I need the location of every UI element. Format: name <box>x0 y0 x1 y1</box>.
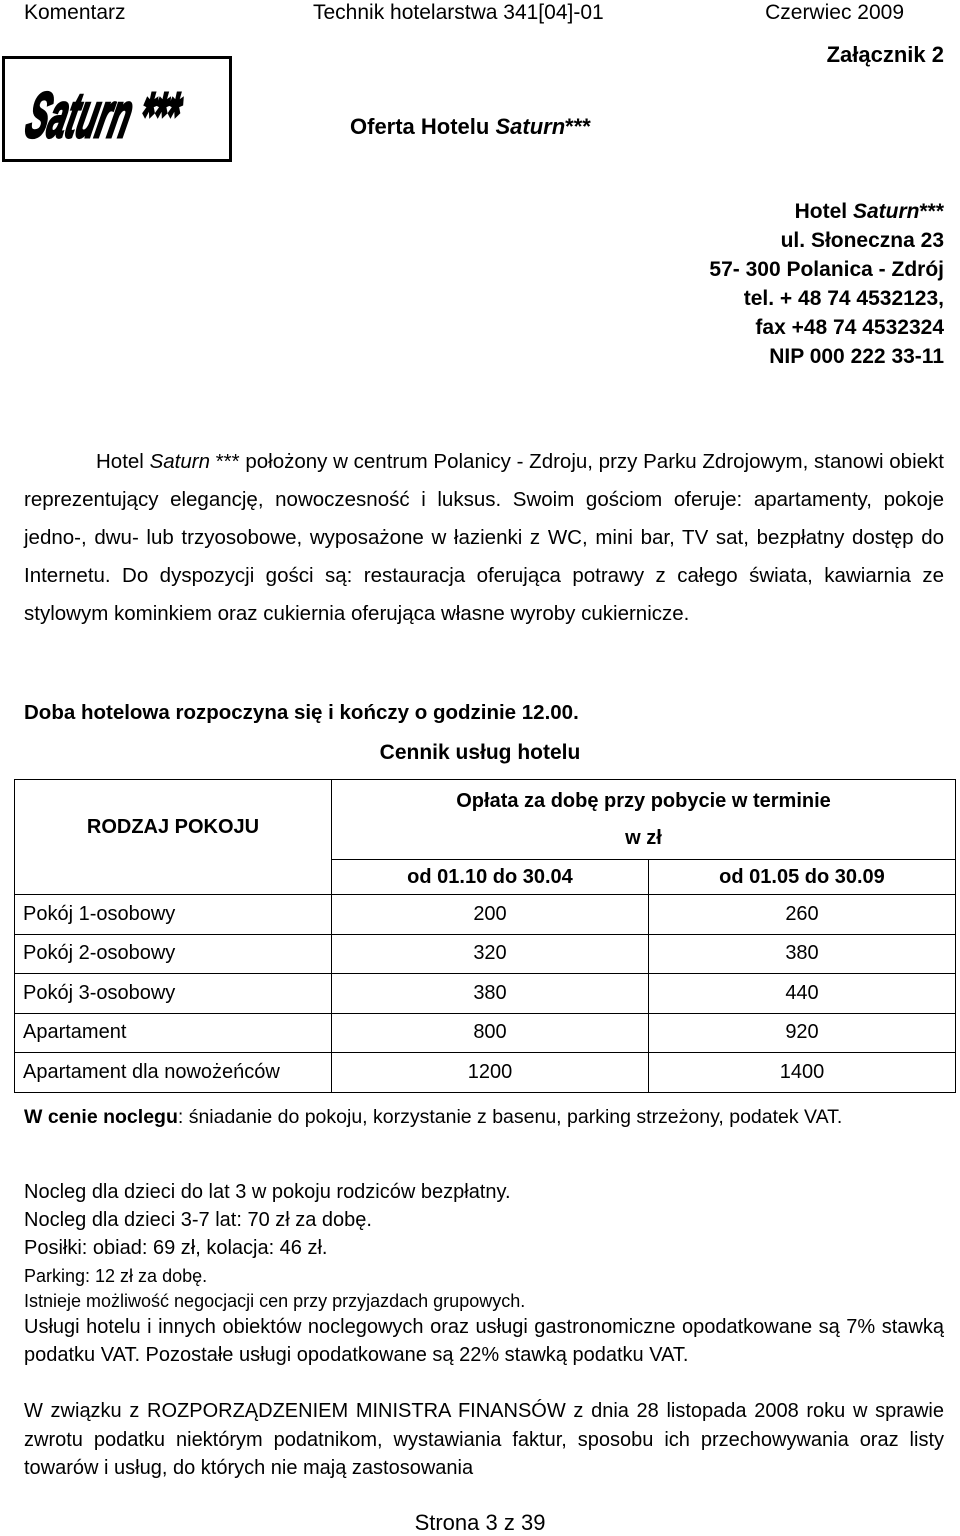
room-name: Apartament <box>15 1013 332 1053</box>
included-note: W cenie noclegu: śniadanie do pokoju, korzystanie z basenu, parking strzeżony, podatek VAT. <box>24 1106 843 1128</box>
hotel-day-note: Doba hotelowa rozpoczyna się i kończy o godzinie 12.00. <box>24 701 579 724</box>
kids-free-note: Nocleg dla dzieci do lat 3 w pokoju rodziców bezpłatny. <box>24 1181 511 1203</box>
table-row <box>15 974 956 1014</box>
groups-note: Istnieje możliwość negocjacji cen przy przyjazdach grupowych. <box>24 1291 526 1311</box>
offer-title: Oferta Hotelu Saturn*** <box>350 114 591 139</box>
logo-wordmark: Saturn *** <box>19 78 333 151</box>
room-name: Apartament dla nowożeńców <box>15 1053 332 1093</box>
price-low-season: 320 <box>332 934 649 974</box>
price-low-season: 200 <box>332 895 649 935</box>
price-table <box>14 779 956 1093</box>
table-row <box>15 895 956 935</box>
intro-paragraph: Hotel Saturn *** położony w centrum Polanicy - Zdroju, przy Parku Zdrojowym, stanowi obiekt reprezentujący elegancję, nowoczesność i luksus. Swoim gościom oferuje: apartamenty, pokoje jedno-, dwu- lub trzyosobowe, wyposażone w łazienki z WC, mini bar, TV sat, bezpłatny dostęp do Internetu. Do dyspozycji gości są: restauracja oferująca potrawy z całego świata, kawiarnia ze stylowym kominkiem oraz cukiernia oferująca własne wyroby cukiernicze. <box>24 450 944 625</box>
room-name: Pokój 2-osobowy <box>15 934 332 974</box>
col-fee: Opłata za dobę przy pobycie w terminie w zł <box>332 780 956 860</box>
meals-note: Posiłki: obiad: 69 zł, kolacja: 46 zł. <box>24 1237 328 1259</box>
price-high-season: 440 <box>649 974 956 1014</box>
col-period-1: od 01.10 do 30.04 <box>332 860 649 895</box>
price-low-season: 380 <box>332 974 649 1014</box>
room-name: Pokój 3-osobowy <box>15 974 332 1014</box>
header-right: Czerwiec 2009 <box>765 1 904 24</box>
table-row <box>15 1053 956 1093</box>
col-room-type: RODZAJ POKOJU <box>15 780 332 895</box>
kids-3-7-note: Nocleg dla dzieci 3-7 lat: 70 zł za dobę. <box>24 1209 372 1231</box>
address-fax: fax +48 74 4532324 <box>755 316 944 339</box>
hotel-address <box>544 197 944 371</box>
address-tel: tel. + 48 74 4532123, <box>743 287 944 310</box>
parking-note: Parking: 12 zł za dobę. <box>24 1266 208 1286</box>
price-low-season: 800 <box>332 1013 649 1053</box>
table-row <box>15 1013 956 1053</box>
hotel-logo <box>2 56 333 162</box>
header-left: Komentarz <box>24 1 126 24</box>
address-nip: NIP 000 222 33-11 <box>769 345 944 368</box>
price-high-season: 1400 <box>649 1053 956 1093</box>
address-street: ul. Słoneczna 23 <box>780 229 944 252</box>
regulation-note: W związku z ROZPORZĄDZENIEM MINISTRA FINANSÓW z dnia 28 listopada 2008 roku w sprawie zwrotu podatku niektórym podatnikom, wystawiania faktur, sposobu ich przechowywania oraz listy towarów i usług, do których nie mają zastosowania <box>24 1400 944 1479</box>
vat-note: Usługi hotelu i innych obiektów noclegowych oraz usługi gastronomiczne opodatkowane są 7% stawką podatku VAT. Pozostałe usługi opodatkowane są 22% stawką podatku VAT. <box>24 1316 944 1366</box>
room-name: Pokój 1-osobowy <box>15 895 332 935</box>
price-high-season: 380 <box>649 934 956 974</box>
address-city: 57- 300 Polanica - Zdrój <box>709 258 944 281</box>
address-hotel-name: Hotel Saturn*** <box>794 200 944 223</box>
price-low-season: 1200 <box>332 1053 649 1093</box>
pricelist-title: Cennik usług hotelu <box>379 741 581 764</box>
col-period-2: od 01.05 do 30.09 <box>649 860 956 895</box>
header-center: Technik hotelarstwa 341[04]-01 <box>313 1 604 24</box>
annex-label: Załącznik 2 <box>826 42 944 67</box>
price-high-season: 260 <box>649 895 956 935</box>
page-number: Strona 3 z 39 <box>414 1510 546 1535</box>
table-row <box>15 934 956 974</box>
price-high-season: 920 <box>649 1013 956 1053</box>
